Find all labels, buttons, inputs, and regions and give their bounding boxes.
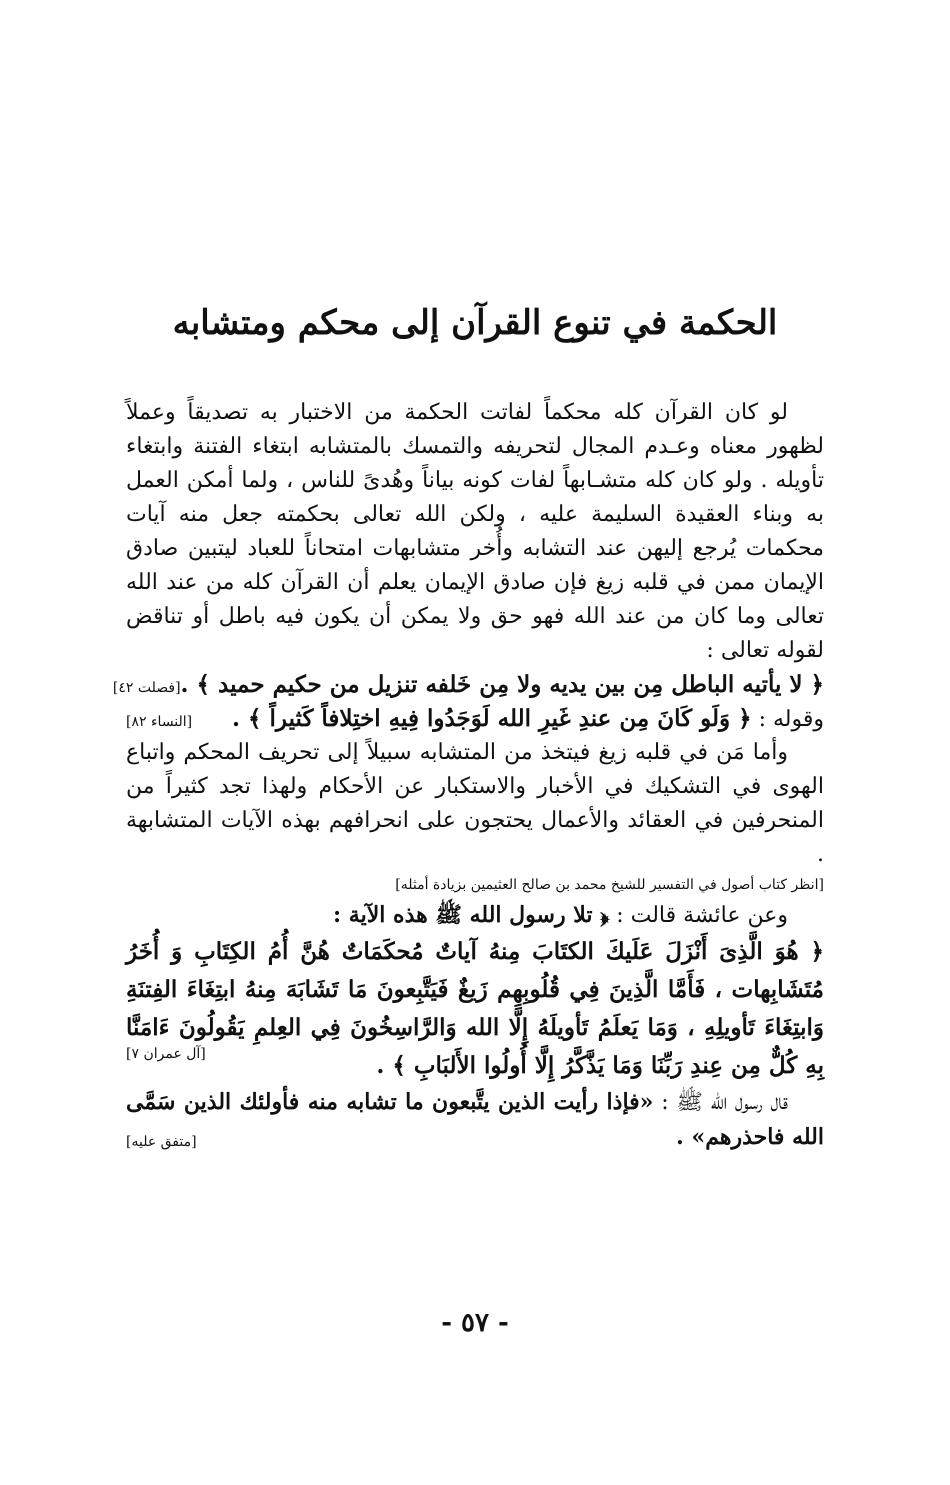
verse-line-fussilat	[112, 668, 824, 702]
hadith-prefix: قال رسول الله ﷺ :	[661, 1090, 789, 1115]
hadith-text: «فإذا رأيت الذين يتَّبعون ما تشابه منه فأولئك الذين سَمَّى الله فاحذرهم» .	[126, 1089, 824, 1150]
verse-nisa: ﴿ وَلَو كَانَ مِن عندِ غَيرِ الله لَوَجَدُوا فِيهِ اختِلافاً كَثيراً ﴾ .	[231, 705, 752, 732]
aisha-intro: وعن عائشة قالت :	[616, 903, 788, 928]
source-hadith: [متفق عليه]	[126, 1134, 197, 1150]
page-number: - ٥٧ -	[441, 1308, 509, 1338]
body-text	[112, 396, 824, 1159]
source-nisa: [النساء ٨٢]	[126, 714, 193, 730]
verse-al-imran: ﴿ هُوَ الَّذِىَ أَنْزَلَ عَلَيكَ الكتَابَ مِنهُ آياتٌ مُحكَمَاتٌ هُنَّ أُمُ الكِتَابِ وَ أُخَرُ مُتَشَابِهات ، فَأَمَّا الَّذِينَ فِي قُلُوبِهِم زَيغٌ فَيَتَّبِعونَ مَا تَشَابَهَ مِنهُ ابتِغَاءَ الفِتنَةِ وَابتِغَاءَ تَأويلِهِ ، وَمَا يَعلَمُ تَأويلَهُ إِلَّا الله وَالرَّاسِخُونَ فِي العِلمِ يَقُولُونَ ءَامَنَّا بِهِ كُلٌّ مِن عِندِ رَبِّنَا وَمَا يَذَّكَّرُ إِلَّا أُولُوا الأَلبَابِ ﴾ .	[126, 938, 824, 1079]
page-title: الحكمة في تنوع القرآن إلى محكم ومتشابه	[172, 303, 778, 343]
verse-nisa-prefix: وقوله :	[758, 707, 824, 732]
deviation-paragraph: وأما مَن في قلبه زيغ فيتخذ من المتشابه سبيلاً إلى تحريف المحكم واتباع الهوى في التشكيك في الأخبار والاستكبار عن الأحكام ولهذا تجد كثيراً من المنحرفين في العقائد والأعمال يحتجون على انحرافهم بهذه الآيات المتشابهة .	[126, 740, 824, 867]
aisha-quote: ﴿ تلا رسول الله ﷺ هذه الآية :	[333, 902, 610, 928]
source-fussilat: [فصلت ٤٢]	[112, 680, 181, 696]
reference-note: [انظر كتاب أصول في التفسير للشيخ محمد بن صالح العثيمين بزيادة أمثله]	[395, 877, 824, 893]
verse-nisa-wrapper	[232, 702, 824, 737]
aisha-line	[126, 898, 824, 933]
verse-line-nisa	[126, 702, 824, 736]
intro-paragraph: لو كان القرآن كله محكماً لفاتت الحكمة من الاختبار به تصديقاً وعملاً لظهور معناه وعـدم المجال لتحريفه والتمسك بالمتشابه ابتغاء الفتنة وابتغاء تأويله . ولو كان كله متشـابهاً لفات كونه بياناً وهُدىً للناس ، ولما أمكن العمل به وبناء العقيدة السليمة عليه ، ولكن الله تعالى بحكمته جعل منه آيات محكمات يُرجع إليهن عند التشابه وأُخر متشابهات امتحاناً للعباد ليتبين صادق الإيمان ممن في قلبه زيغ فإن صادق الإيمان يعلم أن القرآن كله من عند الله تعالى وما كان من عند الله فهو حق ولا يمكن أن يكون فيه باطل أو تناقض لقوله تعالى :	[126, 400, 824, 663]
verse-fussilat: ﴿ لا يأتيه الباطل مِن بين يديه ولا مِن خَلفه تنزيل من حكيم حميد ﴾ .	[180, 671, 824, 698]
source-al-imran: [آل عمران ٧]	[126, 1046, 206, 1062]
